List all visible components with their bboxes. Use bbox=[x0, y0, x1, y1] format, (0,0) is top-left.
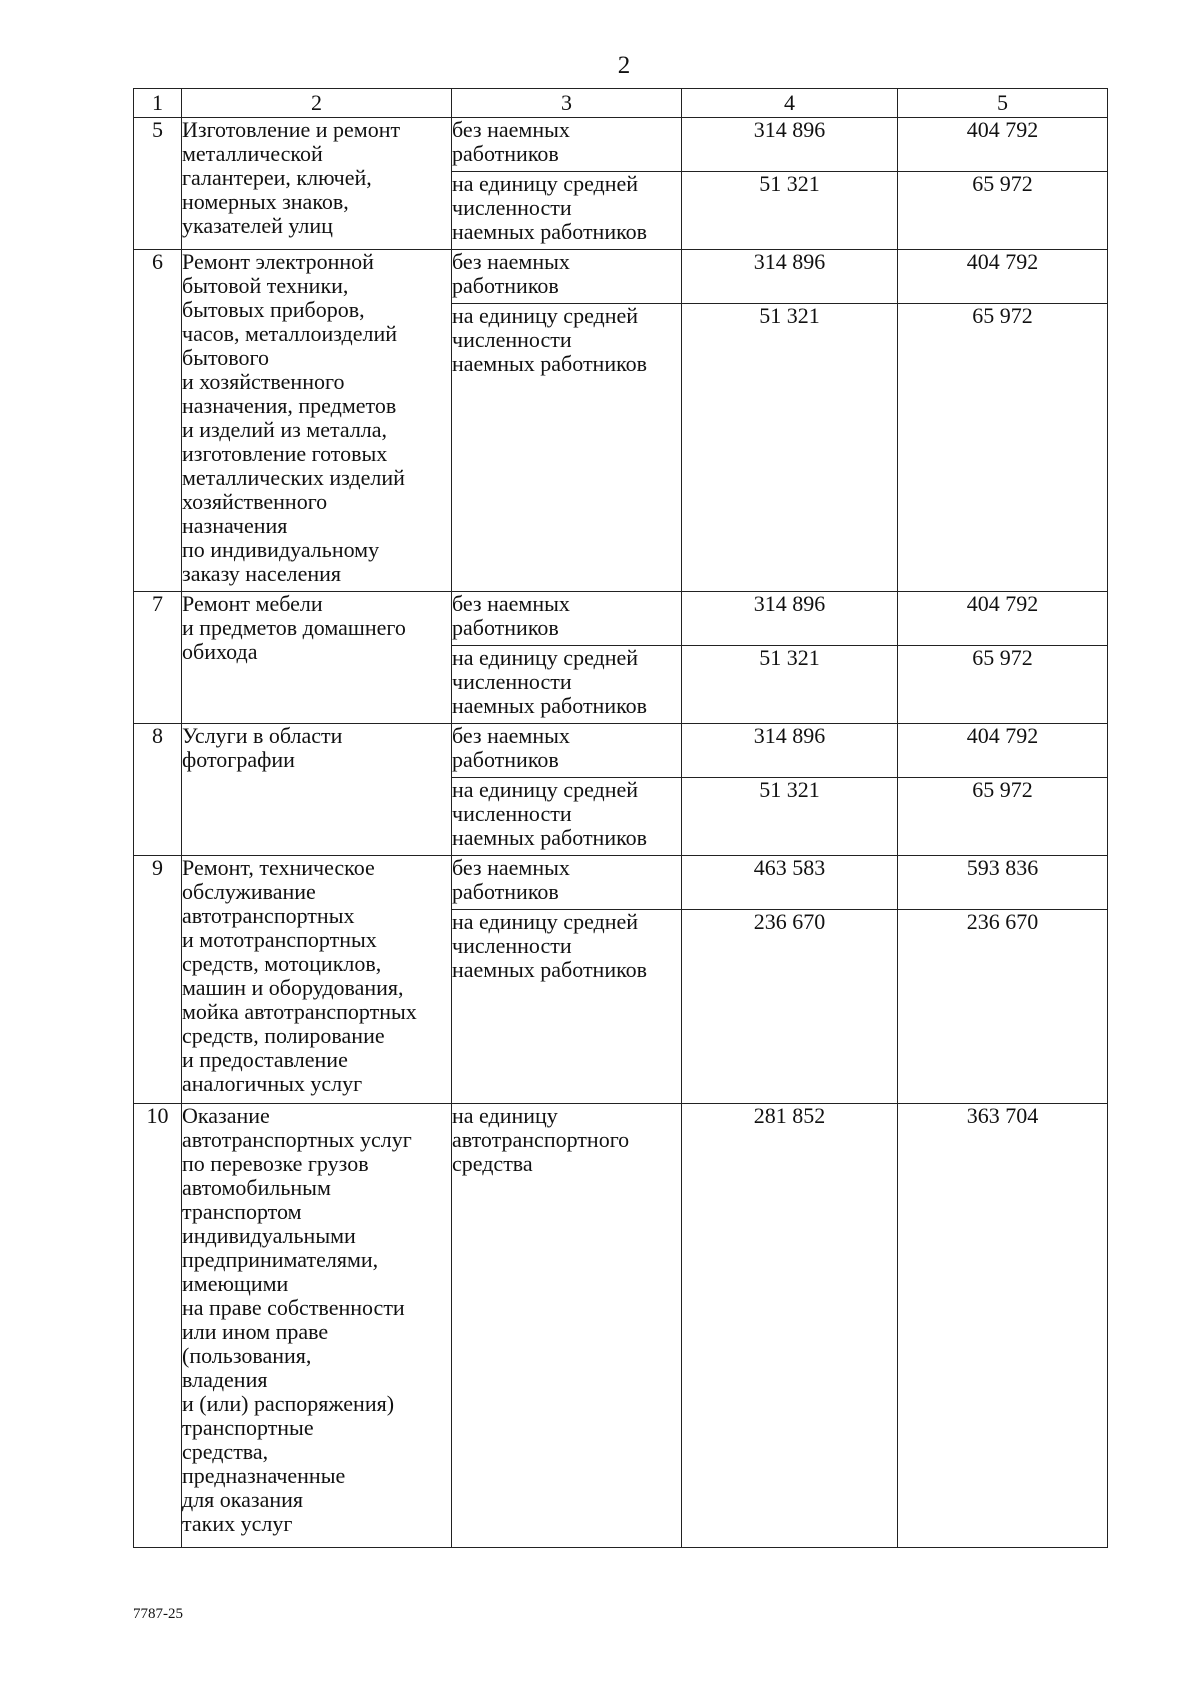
text-line: аналогичных услуг bbox=[182, 1071, 363, 1096]
text-line: имеющими bbox=[182, 1271, 289, 1296]
text-line: на единицу средней bbox=[452, 909, 639, 934]
text-line: назначения, предметов bbox=[182, 393, 397, 418]
text-line: Изготовление и ремонт bbox=[182, 117, 401, 142]
service-name bbox=[182, 592, 452, 724]
text-line: автотранспортных услуг bbox=[182, 1127, 412, 1152]
text-line: на единицу bbox=[452, 1103, 558, 1128]
text-line: на единицу средней bbox=[452, 777, 639, 802]
unit-description bbox=[452, 856, 682, 910]
value-col-5: 65 972 bbox=[898, 304, 1108, 592]
text-line: металлических изделий bbox=[182, 465, 405, 490]
text-line: численности bbox=[452, 801, 572, 826]
value-col-5: 236 670 bbox=[898, 910, 1108, 1104]
table-row bbox=[134, 1104, 1108, 1548]
row-number: 5 bbox=[134, 118, 182, 250]
row-number: 8 bbox=[134, 724, 182, 856]
text-line: работников bbox=[452, 615, 559, 640]
service-name bbox=[182, 856, 452, 1104]
text-line: автомобильным bbox=[182, 1175, 331, 1200]
text-line: работников bbox=[452, 747, 559, 772]
text-line: работников bbox=[452, 141, 559, 166]
text-line: хозяйственного bbox=[182, 489, 328, 514]
page-number: 2 bbox=[617, 52, 631, 79]
text-line: владения bbox=[182, 1367, 268, 1392]
text-line: фотографии bbox=[182, 747, 295, 772]
unit-description bbox=[452, 646, 682, 724]
unit-description bbox=[452, 118, 682, 172]
text-line: на единицу средней bbox=[452, 303, 639, 328]
text-line: наемных работников bbox=[452, 351, 648, 376]
text-line: Услуги в области bbox=[182, 723, 343, 748]
text-line: средства bbox=[452, 1151, 533, 1176]
text-line: работников bbox=[452, 879, 559, 904]
value-col-5: 593 836 bbox=[898, 856, 1108, 910]
text-line: галантереи, ключей, bbox=[182, 165, 372, 190]
header-cell-4: 4 bbox=[682, 89, 898, 118]
unit-description bbox=[452, 910, 682, 1104]
text-line: номерных знаков, bbox=[182, 189, 349, 214]
text-line: и (или) распоряжения) bbox=[182, 1391, 395, 1416]
service-name bbox=[182, 724, 452, 856]
value-col-4: 51 321 bbox=[682, 304, 898, 592]
text-line: мойка автотранспортных bbox=[182, 999, 417, 1024]
text-line: Ремонт мебели bbox=[182, 591, 323, 616]
text-line: бытового bbox=[182, 345, 270, 370]
text-line: обихода bbox=[182, 639, 258, 664]
value-col-5: 65 972 bbox=[898, 172, 1108, 250]
text-line: на единицу средней bbox=[452, 171, 639, 196]
table-row bbox=[134, 592, 1108, 646]
text-line: средств, полирование bbox=[182, 1023, 385, 1048]
text-line: численности bbox=[452, 933, 572, 958]
row-number: 6 bbox=[134, 250, 182, 592]
text-line: без наемных bbox=[452, 723, 570, 748]
text-line: численности bbox=[452, 327, 572, 352]
unit-description bbox=[452, 304, 682, 592]
value-col-5: 404 792 bbox=[898, 118, 1108, 172]
value-col-5: 404 792 bbox=[898, 592, 1108, 646]
text-line: по перевозке грузов bbox=[182, 1151, 369, 1176]
value-col-4: 51 321 bbox=[682, 778, 898, 856]
header-row bbox=[134, 89, 1108, 118]
text-line: металлической bbox=[182, 141, 323, 166]
value-col-5: 404 792 bbox=[898, 250, 1108, 304]
unit-description bbox=[452, 250, 682, 304]
text-line: (пользования, bbox=[182, 1343, 312, 1368]
value-col-4: 51 321 bbox=[682, 646, 898, 724]
value-col-4: 51 321 bbox=[682, 172, 898, 250]
text-line: автотранспортного bbox=[452, 1127, 630, 1152]
text-line: предпринимателями, bbox=[182, 1247, 379, 1272]
service-name bbox=[182, 1104, 452, 1548]
header-cell-3: 3 bbox=[452, 89, 682, 118]
text-line: без наемных bbox=[452, 117, 570, 142]
table-body bbox=[134, 118, 1108, 1548]
text-line: и хозяйственного bbox=[182, 369, 345, 394]
service-name bbox=[182, 250, 452, 592]
value-col-4: 463 583 bbox=[682, 856, 898, 910]
text-line: наемных работников bbox=[452, 957, 648, 982]
text-line: предназначенные bbox=[182, 1463, 346, 1488]
value-col-5: 363 704 bbox=[898, 1104, 1108, 1548]
document-code: 7787-25 bbox=[133, 1606, 183, 1622]
text-line: на праве собственности bbox=[182, 1295, 405, 1320]
value-col-4: 314 896 bbox=[682, 724, 898, 778]
text-line: численности bbox=[452, 669, 572, 694]
unit-description bbox=[452, 172, 682, 250]
text-line: наемных работников bbox=[452, 693, 648, 718]
text-line: без наемных bbox=[452, 591, 570, 616]
value-col-4: 281 852 bbox=[682, 1104, 898, 1548]
value-col-4: 314 896 bbox=[682, 118, 898, 172]
value-col-4: 236 670 bbox=[682, 910, 898, 1104]
unit-description bbox=[452, 778, 682, 856]
text-line: численности bbox=[452, 195, 572, 220]
text-line: индивидуальными bbox=[182, 1223, 356, 1248]
text-line: без наемных bbox=[452, 249, 570, 274]
text-line: бытовых приборов, bbox=[182, 297, 365, 322]
header-cell-1: 1 bbox=[134, 89, 182, 118]
row-number: 10 bbox=[134, 1104, 182, 1548]
text-line: Оказание bbox=[182, 1103, 270, 1128]
value-col-5: 65 972 bbox=[898, 778, 1108, 856]
text-line: и предоставление bbox=[182, 1047, 348, 1072]
text-line: Ремонт электронной bbox=[182, 249, 374, 274]
text-line: без наемных bbox=[452, 855, 570, 880]
service-name bbox=[182, 118, 452, 250]
text-line: и изделий из металла, bbox=[182, 417, 388, 442]
text-line: или ином праве bbox=[182, 1319, 329, 1344]
text-line: транспортные bbox=[182, 1415, 314, 1440]
value-col-5: 404 792 bbox=[898, 724, 1108, 778]
text-line: средства, bbox=[182, 1439, 269, 1464]
text-line: наемных работников bbox=[452, 219, 648, 244]
table-row bbox=[134, 118, 1108, 172]
header-cell-5: 5 bbox=[898, 89, 1108, 118]
text-line: наемных работников bbox=[452, 825, 648, 850]
text-line: и мототранспортных bbox=[182, 927, 377, 952]
text-line: Ремонт, техническое bbox=[182, 855, 375, 880]
unit-description bbox=[452, 724, 682, 778]
value-col-4: 314 896 bbox=[682, 592, 898, 646]
text-line: машин и оборудования, bbox=[182, 975, 404, 1000]
text-line: бытовой техники, bbox=[182, 273, 349, 298]
unit-description bbox=[452, 592, 682, 646]
text-line: назначения bbox=[182, 513, 288, 538]
text-line: обслуживание bbox=[182, 879, 316, 904]
text-line: и предметов домашнего bbox=[182, 615, 406, 640]
text-line: изготовление готовых bbox=[182, 441, 388, 466]
text-line: средств, мотоциклов, bbox=[182, 951, 382, 976]
text-line: по индивидуальному bbox=[182, 537, 380, 562]
text-line: на единицу средней bbox=[452, 645, 639, 670]
text-line: таких услуг bbox=[182, 1511, 293, 1536]
table-row bbox=[134, 856, 1108, 910]
text-line: часов, металлоизделий bbox=[182, 321, 398, 346]
text-line: работников bbox=[452, 273, 559, 298]
text-line: автотранспортных bbox=[182, 903, 355, 928]
tariff-table bbox=[133, 88, 1108, 1548]
value-col-4: 314 896 bbox=[682, 250, 898, 304]
unit-description bbox=[452, 1104, 682, 1548]
table-row bbox=[134, 724, 1108, 778]
value-col-5: 65 972 bbox=[898, 646, 1108, 724]
text-line: указателей улиц bbox=[182, 213, 333, 238]
row-number: 7 bbox=[134, 592, 182, 724]
table-row bbox=[134, 250, 1108, 304]
text-line: заказу населения bbox=[182, 561, 342, 586]
text-line: для оказания bbox=[182, 1487, 304, 1512]
row-number: 9 bbox=[134, 856, 182, 1104]
header-cell-2: 2 bbox=[182, 89, 452, 118]
text-line: транспортом bbox=[182, 1199, 302, 1224]
